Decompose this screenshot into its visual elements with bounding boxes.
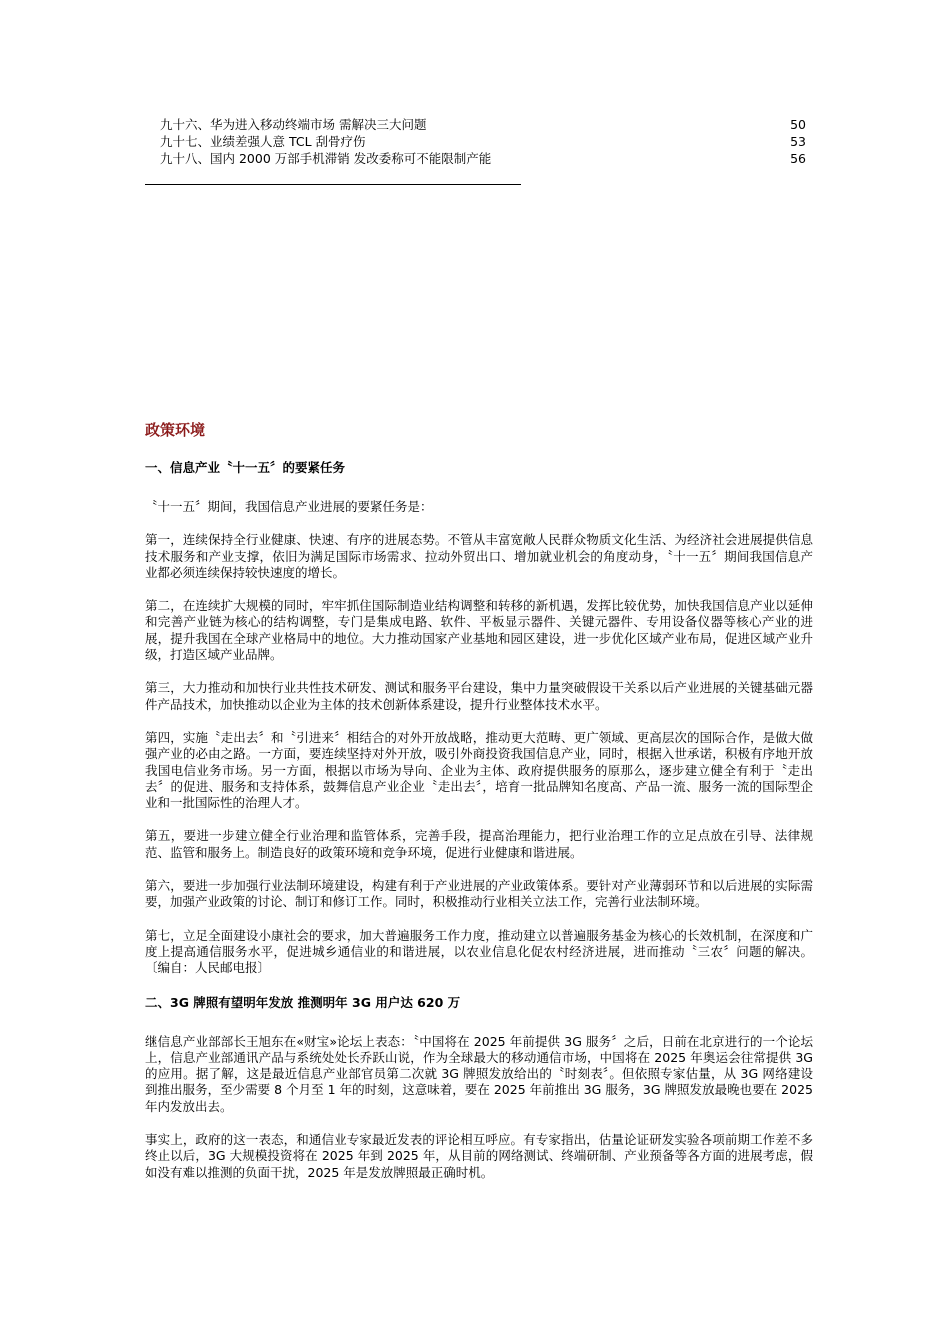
section-title: 政策环境 xyxy=(145,421,206,439)
toc-entry-title: 九十八、国内 2000 万部手机滞销 发改委称可不能限制产能 xyxy=(160,151,492,166)
paragraph: 第五，要进一步建立健全行业治理和监管体系，完善手段，提高治理能力，把行业治理工作的立足点放在引导、法律规范、监管和服务上。制造良好的政策环境和竞争环境，促进行业健康和谐进展。 xyxy=(145,828,813,860)
paragraph: 第一，连续保持全行业健康、快速、有序的进展态势。不管从丰富宽敞人民群众物质文化生活、为经济社会进展提供信息技术服务和产业支撑，依旧为满足国际市场需求、拉动外贸出口、增加就业机会的角度动身，〝十一五〞期间我国信息产业都必须连续保持较快速度的增长。 xyxy=(145,532,813,580)
toc-entry-title: 九十六、华为进入移动终端市场 需解决三大问题 xyxy=(160,117,427,132)
document-body xyxy=(145,419,813,1198)
paragraph: 继信息产业部部长王旭东在«财宝»论坛上表态：〝中国将在 2025 年前提供 3G 服务〞之后，日前在北京进行的一个论坛上，信息产业部通讯产品与系统处处长乔跃山说，作为全球最大的移动通信市场，中国将在 2025 年奥运会往常提供 3G 的应用。据了解，这是最近信息产业部官员第二次就 3G 牌照发放给出的〝时刻表〞。但依照专家估量，从 3G 网络建设到推出服务，至少需要 8 个月至 1 年的时刻，这意味着，要在 2025 年前推出 3G 服务，3G 牌照发放最晚也要在 2025 年内发放出去。 xyxy=(145,1033,813,1114)
paragraph: 第六，要进一步加强行业法制环境建设，构建有利于产业进展的产业政策体系。要针对产业薄弱环节和以后进展的实际需要，加强产业政策的讨论、制订和修订工作。同时，积极推动行业相关立法工作，完善行业法制环境。 xyxy=(145,878,813,910)
article-heading: 二、3G 牌照有望明年发放 推测明年 3G 用户达 620 万 xyxy=(145,994,461,1010)
toc-entry-page: 50 xyxy=(790,117,806,132)
toc-entry-title: 九十七、业绩差强人意 TCL 刮骨疗伤 xyxy=(160,134,366,149)
toc-entry[interactable] xyxy=(160,150,806,167)
toc-entry-page: 53 xyxy=(790,134,806,149)
toc-entry[interactable] xyxy=(160,116,806,133)
paragraph: 第二，在连续扩大规模的同时，牢牢抓住国际制造业结构调整和转移的新机遇，发挥比较优势，加快我国信息产业以延伸和完善产业链为核心的结构调整，专门是集成电路、软件、平板显示器件、关键元器件、专用设备仪器等核心产业的进展，提升我国在全球产业格局中的地位。大力推动国家产业基地和园区建设，进一步优化区域产业布局，促进区域产业升级，打造区域产业品牌。 xyxy=(145,598,813,663)
article-heading: 一、信息产业〝十一五〞的要紧任务 xyxy=(145,460,346,475)
paragraph: 第七，立足全面建设小康社会的要求，加大普遍服务工作力度，推动建立以普遍服务基金为核心的长效机制，在深度和广度上提高通信服务水平，促进城乡通信业的和谐进展，以农业信息化促农村经济进展，进而推动〝三农〞问题的解决。〔编自：人民邮电报〕 xyxy=(145,927,813,976)
paragraph: 第四，实施〝走出去〞和〝引进来〞相结合的对外开放战略，推动更大范畴、更广领域、更高层次的国际合作，是做大做强产业的必由之路。一方面，要连续坚持对外开放，吸引外商投资我国信息产业，同时，根据入世承诺，积极有序地开放我国电信业务市场。另一方面，根据以市场为导向、企业为主体、政府提供服务的原那么，逐步建立健全有利于〝走出去〞的促进、服务和支持体系，鼓舞信息产业企业〝走出去〞，培育一批品牌知名度高、产品一流、服务一流的国际型企业和一批国际性的治理人才。 xyxy=(145,729,813,811)
paragraph: 第三，大力推动和加快行业共性技术研发、测试和服务平台建设，集中力量突破假设干关系以后产业进展的关键基础元器件产品技术，加快推动以企业为主体的技术创新体系建设，提升行业整体技术水平。 xyxy=(145,680,813,712)
table-of-contents xyxy=(160,116,806,167)
toc-entry[interactable] xyxy=(160,133,806,150)
toc-divider xyxy=(145,184,521,185)
paragraph: 〝十一五〞期间，我国信息产业进展的要紧任务是： xyxy=(145,499,433,514)
paragraph: 事实上，政府的这一表态，和通信业专家最近发表的评论相互呼应。有专家指出，估量论证研发实验各项前期工作差不多终止以后，3G 大规模投资将在 2025 年到 2025 年，从目前的网络测试、终端研制、产业预备等各方面的进展考虑，假如没有难以推测的负面干扰，2025 年是发放牌照最正确时机。 xyxy=(145,1132,813,1180)
toc-entry-page: 56 xyxy=(790,151,806,166)
